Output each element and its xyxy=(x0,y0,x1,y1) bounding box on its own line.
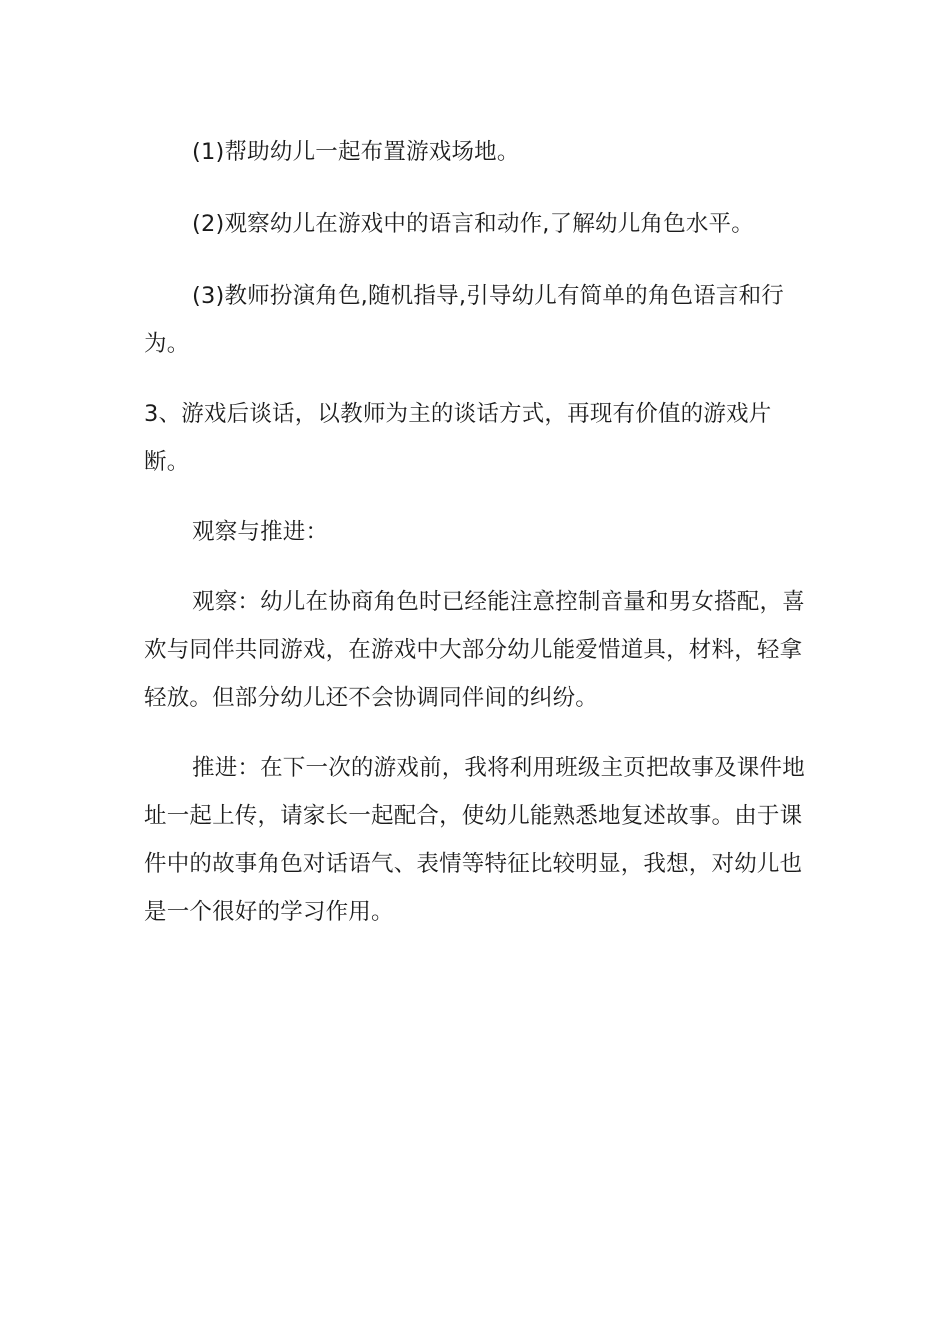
paragraph-advance: 推进：在下一次的游戏前，我将利用班级主页把故事及课件地址一起上传，请家长一起配合，使幼儿能熟悉地复述故事。由于课件中的故事角色对话语气、表情等特征比较明显，我想，对幼儿也是一个很好的学习作用。 xyxy=(144,755,805,925)
paragraph-step-2: (2)观察幼儿在游戏中的语言和动作,了解幼儿角色水平。 xyxy=(192,211,754,237)
paragraph-observation: 观察：幼儿在协商角色时已经能注意控制音量和男女搭配，喜欢与同伴共同游戏，在游戏中大部分幼儿能爱惜道具，材料，轻拿轻放。但部分幼儿还不会协调同伴间的纠纷。 xyxy=(144,589,805,711)
document-page xyxy=(144,128,814,936)
paragraph-observe-heading: 观察与推进： xyxy=(192,519,329,545)
paragraph-step-1: (1)帮助幼儿一起布置游戏场地。 xyxy=(192,139,520,165)
paragraph-step-3: (3)教师扮演角色,随机指导,引导幼儿有简单的角色语言和行为。 xyxy=(144,283,784,357)
paragraph-section-3: 3、游戏后谈话，以教师为主的谈话方式，再现有价值的游戏片断。 xyxy=(144,401,772,475)
